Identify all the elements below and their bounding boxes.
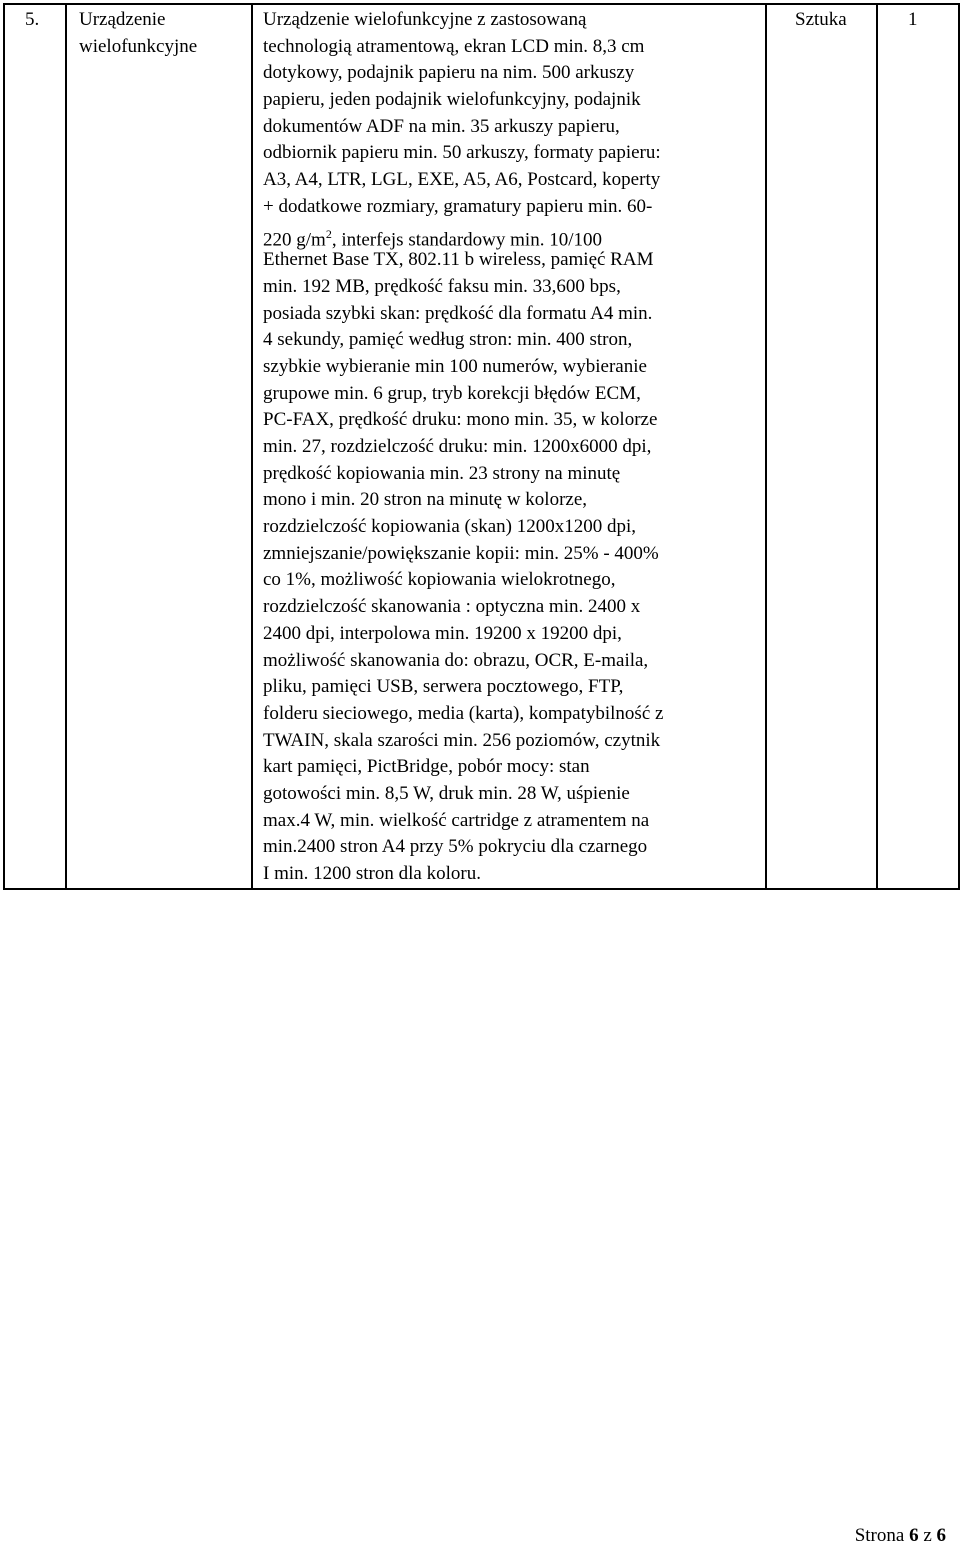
description-line: prędkość kopiowania min. 23 strony na minutę bbox=[263, 462, 621, 484]
superscript-two: 2 bbox=[325, 226, 332, 241]
description-line: Urządzenie wielofunkcyjne z zastosowaną bbox=[263, 9, 587, 30]
description-line: kart pamięci, PictBridge, pobór mocy: stan bbox=[263, 756, 590, 778]
item-unit: Sztuka bbox=[766, 4, 877, 889]
description-line: folderu sieciowego, media (karta), kompatybilność z bbox=[263, 702, 664, 724]
description-line: papieru, jeden podajnik wielofunkcyjny, podajnik bbox=[263, 89, 641, 111]
description-line: min.2400 stron A4 przy 5% pokryciu dla czarnego bbox=[263, 836, 648, 858]
footer-total-pages: 6 bbox=[936, 1525, 946, 1546]
description-line: rozdzielczość kopiowania (skan) 1200x1200 dpi, bbox=[263, 516, 637, 538]
description-line: co 1%, możliwość kopiowania wielokrotnego, bbox=[263, 569, 616, 591]
specification-table bbox=[3, 3, 960, 890]
description-line: rozdzielczość skanowania : optyczna min. 2400 x bbox=[263, 596, 641, 618]
description-line: I min. 1200 stron dla koloru. bbox=[263, 863, 481, 884]
footer-prefix: Strona bbox=[854, 1525, 905, 1546]
description-line: min. 27, rozdzielczość druku: min. 1200x6000 dpi, bbox=[263, 436, 652, 457]
table-row bbox=[4, 4, 959, 889]
page-footer bbox=[855, 1525, 946, 1547]
description-line: min. 192 MB, prędkość faksu min. 33,600 bps, bbox=[263, 275, 621, 297]
description-line: 4 sekundy, pamięć według stron: min. 400 stron, bbox=[263, 329, 633, 351]
description-line: 2400 dpi, interpolowa min. 19200 x 19200 dpi, bbox=[263, 622, 622, 644]
description-line: TWAIN, skala szarości min. 256 poziomów, czytnik bbox=[263, 729, 661, 751]
description-line: gotowości min. 8,5 W, druk min. 28 W, uśpienie bbox=[263, 782, 630, 804]
description-line: zmniejszanie/powiększanie kopii: min. 25% - 400% bbox=[263, 542, 659, 564]
description-line: możliwość skanowania do: obrazu, OCR, E-maila, bbox=[263, 649, 649, 671]
description-line-with-superscript bbox=[263, 221, 763, 248]
description-line: odbiornik papieru min. 50 arkuszy, formaty papieru: bbox=[263, 142, 661, 164]
unit-suffix-text: , interfejs standardowy min. 10/100 bbox=[331, 228, 602, 250]
footer-separator: z bbox=[923, 1525, 932, 1546]
description-line: PC-FAX, prędkość druku: mono min. 35, w kolorze bbox=[263, 409, 658, 431]
item-name-line: wielofunkcyjne bbox=[79, 35, 198, 57]
unit-text: 220 g/m bbox=[263, 228, 326, 250]
item-number: 5. bbox=[4, 4, 66, 889]
item-name-line: Urządzenie bbox=[79, 9, 166, 30]
description-line: pliku, pamięci USB, serwera pocztowego, FTP, bbox=[263, 676, 624, 698]
footer-page-number: 6 bbox=[909, 1525, 919, 1546]
description-line: A3, A4, LTR, LGL, EXE, A5, A6, Postcard, koperty bbox=[263, 169, 661, 191]
description-line: Ethernet Base TX, 802.11 b wireless, pamięć RAM bbox=[263, 249, 654, 271]
description-line: grupowe min. 6 grup, tryb korekcji błędów ECM, bbox=[263, 382, 641, 404]
item-name bbox=[66, 4, 252, 889]
description-line: posiada szybki skan: prędkość dla formatu A4 min. bbox=[263, 302, 653, 324]
description-line: dotykowy, podajnik papieru na nim. 500 arkuszy bbox=[263, 62, 635, 84]
description-line: dokumentów ADF na min. 35 arkuszy papieru, bbox=[263, 115, 620, 137]
description-line: szybkie wybieranie min 100 numerów, wybieranie bbox=[263, 355, 647, 377]
description-line: + dodatkowe rozmiary, gramatury papieru min. 60- bbox=[263, 195, 653, 217]
item-quantity: 1 bbox=[877, 4, 959, 889]
item-description bbox=[252, 4, 766, 889]
description-line: mono i min. 20 stron na minutę w kolorze, bbox=[263, 489, 588, 511]
description-line: max.4 W, min. wielkość cartridge z atramentem na bbox=[263, 809, 650, 831]
description-line: technologią atramentową, ekran LCD min. 8,3 cm bbox=[263, 35, 645, 57]
